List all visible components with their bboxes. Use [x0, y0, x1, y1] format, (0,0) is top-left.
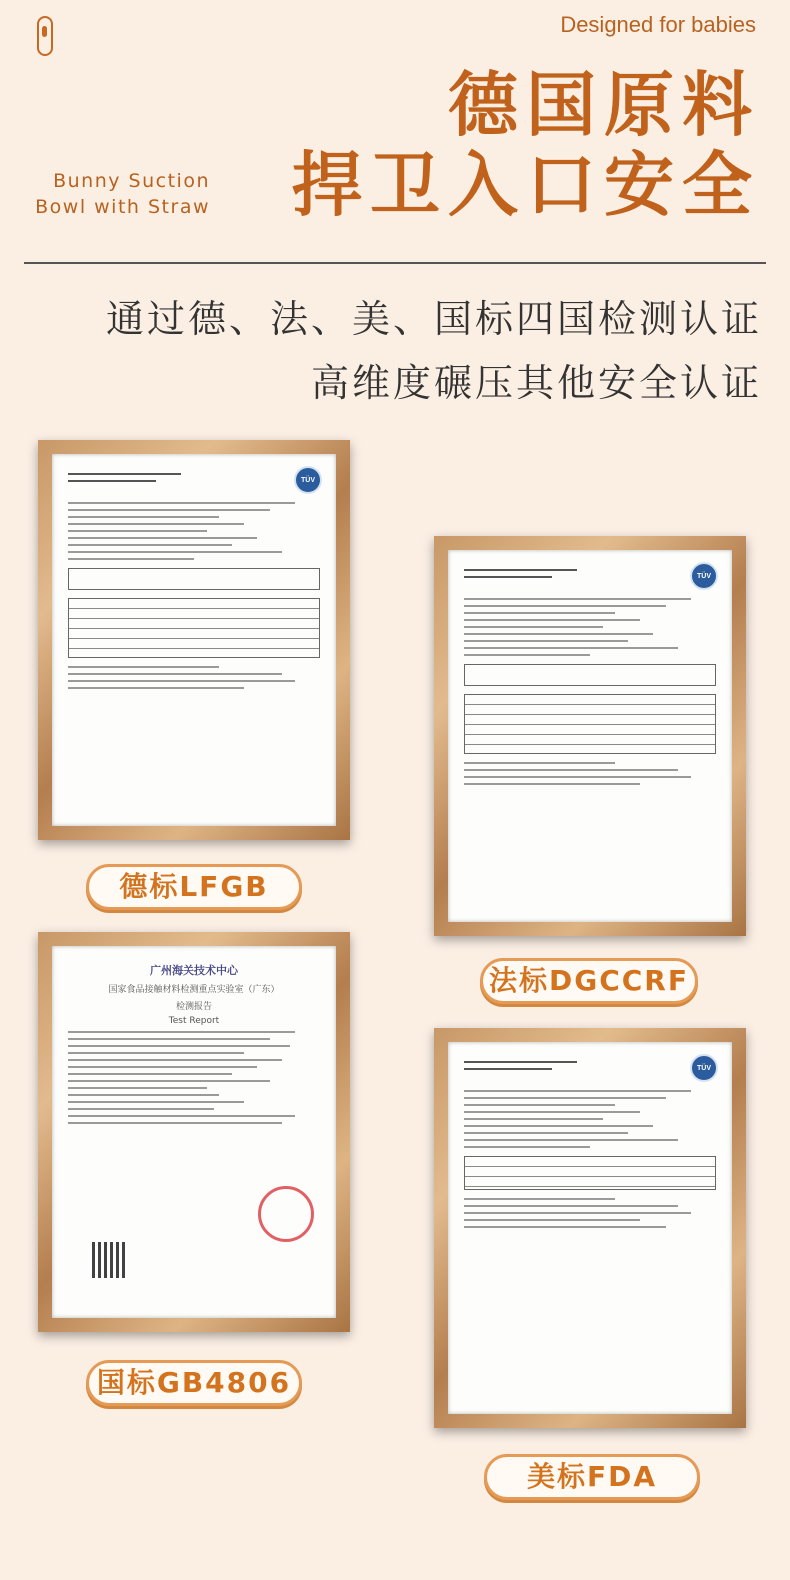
certificate-document: [52, 946, 336, 1318]
product-name: [30, 168, 210, 220]
certificate-document: [52, 454, 336, 826]
header-divider: [24, 262, 766, 264]
certificate-document: [448, 550, 732, 922]
tagline: Designed for babies: [560, 12, 756, 37]
certificate-label-gb4806: 国标GB4806: [86, 1360, 302, 1406]
product-name-line1: Bunny Suction: [53, 170, 210, 192]
page-title-line2: 捍卫入口安全: [292, 144, 760, 226]
certificate-label-dgccrf: 法标DGCCRF: [480, 958, 698, 1004]
certificate-document: [448, 1042, 732, 1414]
certificate-frame-lfgb: [38, 440, 350, 840]
tuv-badge-icon: TÜV: [690, 1054, 718, 1082]
qr-code-icon: [92, 1242, 128, 1278]
tuv-badge-icon: TÜV: [690, 562, 718, 590]
certificate-label-lfgb: 德标LFGB: [86, 864, 302, 910]
issuer-lab: 国家食品接触材料检测重点实验室（广东）: [108, 985, 280, 995]
issuer-name: 广州海关技术中心: [150, 964, 238, 977]
certificate-frame-fda: [434, 1028, 746, 1428]
official-seal-icon: [258, 1186, 314, 1242]
certificate-frame-gb4806: [38, 932, 350, 1332]
subtitle-line2: 高维度碾压其他安全认证: [310, 361, 762, 405]
product-name-line2: Bowl with Straw: [35, 196, 210, 218]
brand-logo-icon: [37, 16, 53, 56]
tuv-badge-icon: TÜV: [294, 466, 322, 494]
subtitle-line1: 通过德、法、美、国标四国检测认证: [105, 297, 762, 341]
certificate-label-fda: 美标FDA: [484, 1454, 700, 1500]
report-title-en: Test Report: [168, 1016, 220, 1026]
page-title-line1: 德国原料: [448, 64, 760, 146]
certificate-frame-dgccrf: [434, 536, 746, 936]
report-title-cn: 检测报告: [175, 1002, 212, 1012]
